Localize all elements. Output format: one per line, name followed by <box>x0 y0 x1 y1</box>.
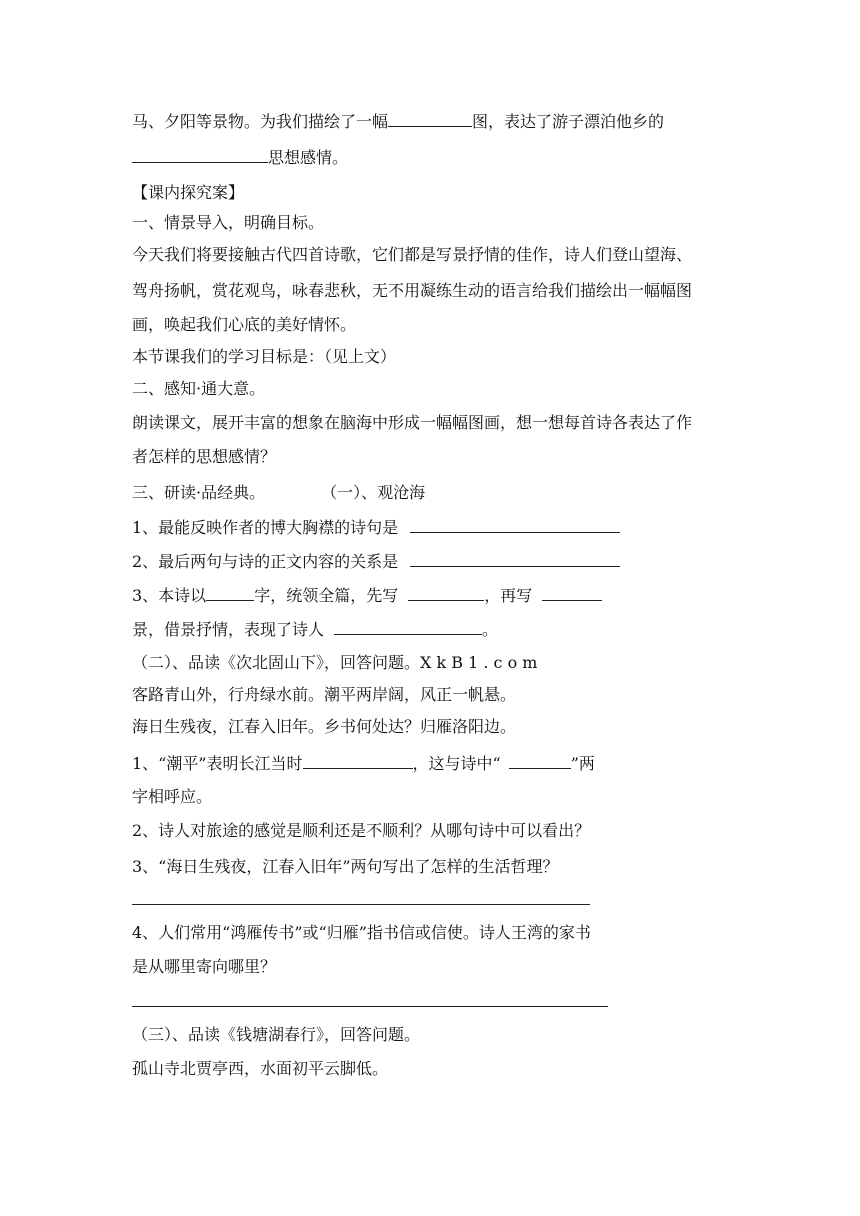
text: 思想感情。 <box>268 148 349 167</box>
question: 2、诗人对旅途的感觉是顺利还是不顺利？从哪句诗中可以看出？ <box>132 821 591 840</box>
section-title <box>132 482 425 504</box>
text: 图，表达了游子漂泊他乡的 <box>472 112 665 131</box>
fill-blank[interactable] <box>410 550 620 567</box>
section-heading: 【课内探究案】 <box>132 183 245 202</box>
paragraph-line: 朗读课文，展开丰富的想象在脑海中形成一幅幅图画，想一想每首诗各表达了作 <box>132 413 693 432</box>
fill-blank[interactable] <box>388 110 472 127</box>
fill-blank[interactable] <box>334 618 482 635</box>
question-line: 是从哪里寄向哪里？ <box>132 957 277 976</box>
answer-line[interactable] <box>132 1006 608 1007</box>
text-line <box>132 146 348 169</box>
text: 2、最后两句与诗的正文内容的关系是 <box>132 552 399 571</box>
question <box>132 550 620 573</box>
section-title: 一、情景导入，明确目标。 <box>132 213 325 232</box>
text: 景，借景抒情，表现了诗人 <box>132 620 325 639</box>
text: ，再写 <box>484 586 533 605</box>
section-title: 二、感知·通大意。 <box>132 379 266 398</box>
question-line: 字相呼应。 <box>132 787 213 806</box>
fill-blank[interactable] <box>410 516 620 533</box>
fill-blank[interactable] <box>509 752 571 769</box>
paragraph-line: 驾舟扬帆，赏花观鸟，咏春悲秋，无不用凝练生动的语言给我们描绘出一幅幅图 <box>132 281 693 300</box>
text: 马、夕阳等景物。为我们描绘了一幅 <box>132 112 389 131</box>
text: 三、研读·品经典。 <box>132 483 266 502</box>
paragraph-line: 今天我们将要接触古代四首诗歌，它们都是写景抒情的佳作，诗人们登山望海、 <box>132 245 693 264</box>
paragraph-line: 本节课我们的学习目标是：（见上文） <box>132 347 397 366</box>
question <box>132 752 595 775</box>
question: 4、人们常用“鸿雁传书”或“归雁”指书信或信使。诗人王湾的家书 <box>132 923 591 942</box>
answer-line[interactable] <box>132 904 590 905</box>
fill-blank[interactable] <box>132 146 268 163</box>
question <box>132 584 602 607</box>
text: ”两 <box>570 754 595 773</box>
question: 3、“海日生残夜，江春入旧年”两句写出了怎样的生活哲理？ <box>132 857 559 876</box>
text: 3、本诗以 <box>132 586 207 605</box>
poem-line: 海日生残夜，江春入旧年。乡书何处达？归雁洛阳边。 <box>132 717 517 736</box>
section-title: （二）、品读《次北固山下》，回答问题。X k B 1 . c o m <box>132 653 538 672</box>
text: ，这与诗中“ <box>412 754 501 773</box>
question <box>132 516 620 539</box>
text: 1、“潮平”表明长江当时 <box>132 754 303 773</box>
text: 字，统领全篇，先写 <box>254 586 399 605</box>
question <box>132 618 498 641</box>
section-title: （三）、品读《钱塘湖春行》，回答问题。 <box>132 1025 421 1044</box>
paragraph-line: 者怎样的思想感情？ <box>132 447 277 466</box>
poem-line: 孤山寺北贾亭西，水面初平云脚低。 <box>132 1059 389 1078</box>
fill-blank[interactable] <box>206 584 254 601</box>
text: （一）、观沧海 <box>321 483 426 502</box>
fill-blank[interactable] <box>303 752 413 769</box>
text: 1、最能反映作者的博大胸襟的诗句是 <box>132 518 399 537</box>
fill-blank[interactable] <box>408 584 484 601</box>
text-line <box>132 110 664 133</box>
fill-blank[interactable] <box>542 584 602 601</box>
paragraph-line: 画，唤起我们心底的美好情怀。 <box>132 315 357 334</box>
text: 。 <box>482 620 499 639</box>
poem-line: 客路青山外，行舟绿水前。潮平两岸阔，风正一帆悬。 <box>132 685 517 704</box>
